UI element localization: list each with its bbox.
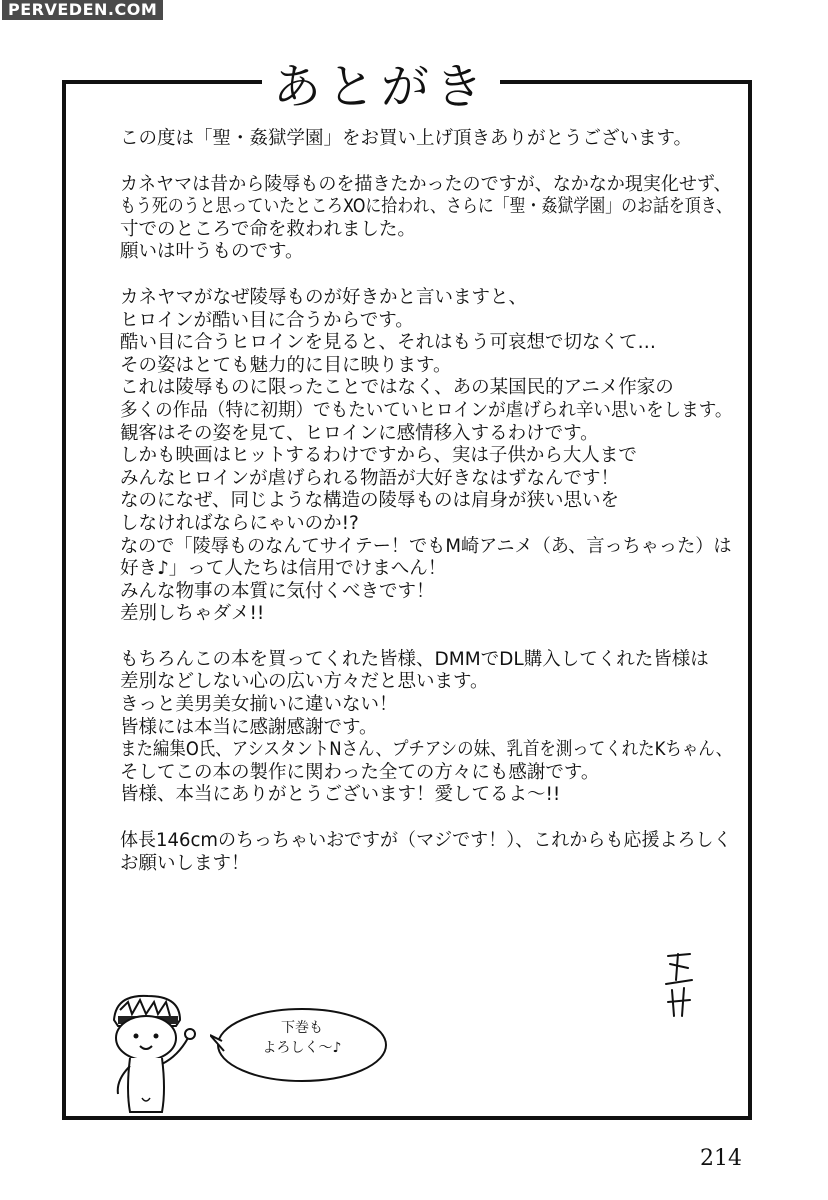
afterword-line: なのになぜ、同じような構造の陵辱ものは肩身が狭い思いを <box>120 490 619 512</box>
afterword-line: もう死のうと思っていたところXOに拾われ、さらに「聖・姦獄学園」のお話を頂き、 <box>120 196 732 218</box>
afterword-paragraph <box>120 648 733 807</box>
author-character-illustration <box>96 990 206 1120</box>
afterword-paragraph <box>120 174 730 264</box>
afterword-line: 願いは叶うものです。 <box>120 241 304 263</box>
afterword-line: 観客はその姿を見て、ヒロインに感情移入するわけです。 <box>120 422 599 444</box>
afterword-line: この度は「聖・姦獄学園」をお買い上げ頂きありがとうございます。 <box>120 128 693 149</box>
afterword-line: そしてこの本の製作に関わった全ての方々にも感謝です。 <box>120 761 600 783</box>
afterword-line: 皆様には本当に感謝感謝です。 <box>120 716 378 738</box>
afterword-line: 好き♪」って人たちは信用でけまへん！ <box>120 558 447 580</box>
afterword-line: 体長146cmのちっちゃいおですが（マジです！）、これからも応援よろしく <box>120 830 732 852</box>
page-title: あとがき <box>272 59 489 115</box>
afterword-paragraph <box>120 286 733 626</box>
afterword-line: その姿はとても魅力的に目に映ります。 <box>120 354 452 376</box>
afterword-line: カネヤマは昔から陵辱ものを描きたかったのですが、なかなか現実化せず、 <box>120 173 732 195</box>
afterword-line: 寸でのところで命を救われました。 <box>120 218 416 240</box>
afterword-line: きっと美男美女揃いに違いない！ <box>120 694 398 716</box>
site-watermark: PERVEDEN.COM <box>2 0 163 20</box>
afterword-line: お願いします！ <box>120 852 250 874</box>
afterword-line: もちろんこの本を買ってくれた皆様、DMMでDL購入してくれた皆様は <box>120 648 709 670</box>
speech-bubble-line-1: 下巻も <box>281 1020 323 1036</box>
afterword-line: 差別しちゃダメ!! <box>120 603 265 625</box>
afterword-line: 差別などしない心の広い方々だと思います。 <box>120 671 489 693</box>
afterword-line: みんな物事の本質に気付くべきです！ <box>120 580 435 602</box>
speech-bubble-line-2: よろしく～♪ <box>262 1040 342 1056</box>
afterword-line: 皆様、本当にありがとうございます！愛してるよ～!! <box>120 784 561 806</box>
afterword-line: これは陵辱ものに限ったことではなく、あの某国民的アニメ作家の <box>120 377 674 399</box>
author-signature <box>662 950 696 1020</box>
afterword-line: ヒロインが酷い目に合うからです。 <box>120 309 414 331</box>
page-number: 214 <box>700 1146 742 1171</box>
afterword-line: みんなヒロインが虐げられる物語が大好きなはずなんです！ <box>120 467 619 489</box>
speech-bubble-text <box>232 1018 372 1058</box>
afterword-line: カネヤマがなぜ陵辱ものが好きかと言いますと、 <box>120 286 528 308</box>
afterword-line: 多くの作品（特に初期）でもたいていヒロインが虐げられ辛い思いをします。 <box>120 399 733 421</box>
afterword-paragraph <box>120 830 730 875</box>
afterword-line: しなければならにゃいのか!? <box>120 512 359 534</box>
afterword-line: 酷い目に合うヒロインを見ると、それはもう可哀想で切なくて… <box>120 332 656 354</box>
afterword-paragraph <box>120 128 730 151</box>
afterword-line: また編集O氏、アシスタントNさん、プチアシの妹、乳首を測ってくれたKちゃん、 <box>120 739 733 761</box>
afterword-line: なので「陵辱ものなんてサイテー！でもM崎アニメ（あ、言っちゃった）は <box>120 535 732 557</box>
afterword-line: しかも映画はヒットするわけですから、実は子供から大人まで <box>120 445 637 467</box>
afterword-body <box>120 128 733 898</box>
